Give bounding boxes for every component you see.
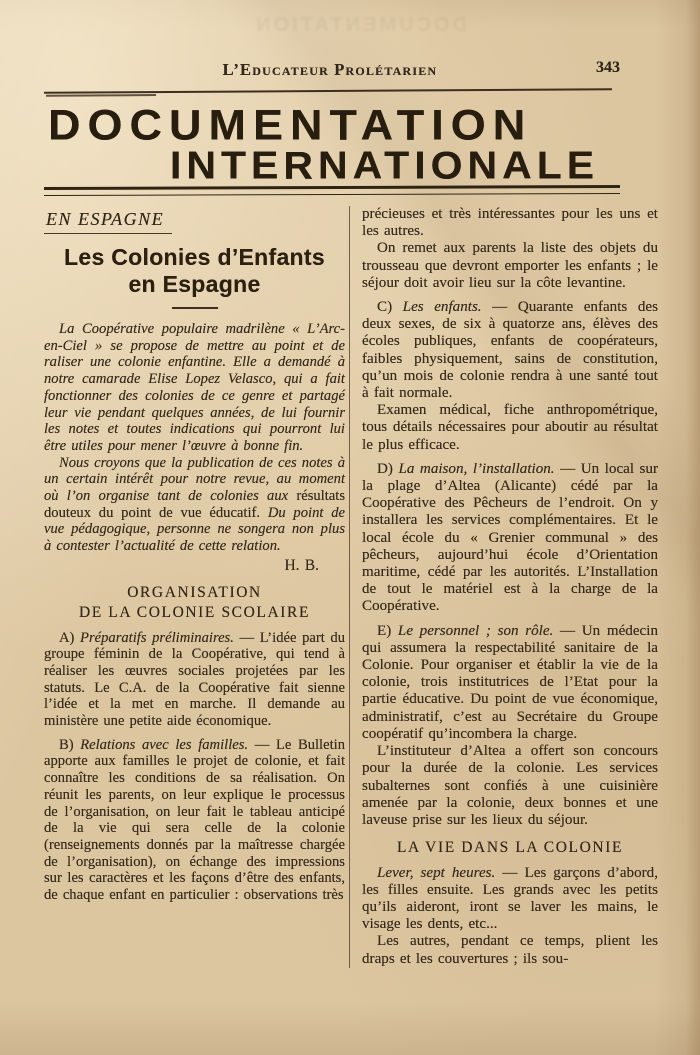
section-heading-line-1: ORGANISATION xyxy=(127,583,262,601)
section-heading-line-2: DE LA COLONIE SCOLAIRE xyxy=(78,604,311,622)
para-a-lead: Préparatifs préliminaires. xyxy=(80,629,234,646)
paragraph-lever xyxy=(362,865,658,934)
para-e-text: — Un médecin qui assumera la respectabilité sanitaire de la Colonie. Pour organiser et établir la vie de la colonie, trois institutrices de l’Etat pour la partie éducative. Du point de vue économique, administratif, c’est au Secrétaire du Groupe coopératif qu’incombera la charge. xyxy=(362,622,658,742)
journal-title: L’Educateur Prolétarien xyxy=(222,60,438,79)
paragraph-d xyxy=(362,461,658,616)
intro2-italic-1: Nous croyons que la publication de ces notes à un certain intérêt pour notre revue, au moment où l’on organise tant de colonies aux xyxy=(44,454,345,505)
intro-paragraph-2 xyxy=(44,455,345,555)
right-column xyxy=(350,206,658,968)
author-initials: H. B. xyxy=(284,556,319,574)
para-lever-lead: Lever, sept heures. xyxy=(377,864,496,881)
para-c-text: — Quarante enfants des deux sexes, de six à quatorze ans, élèves des écoles publiques, enfants de coopérateurs, faibles physiquement, sains de constitution, qu’un mois de colonie rendra à une santé tout à fait normale. xyxy=(362,299,658,402)
page-number: 343 xyxy=(596,59,620,76)
para-a-text: — L’idée part du groupe féminin de la Coopérative, qui tend à réaliser les œuvres sociales projetées par les statuts. Le C.A. de la Coopérative fait sienne l’idée et la met en marche. Il demande au ministère une petite aide économique. xyxy=(44,629,346,730)
para-d-text: — Un local sur la plage d’Altea (Alicante) cédé par la Coopérative des Pêcheurs de l’endroit. On y installera les services complémentaires. Et le local école du « Grenier communal » des pêcheurs, aujourd’hui école d’Orientation maritime, cédé par les autorités. L’Installation de tout le matériel est à la charge de la Coopérative. xyxy=(362,460,659,615)
para-e-label: E) xyxy=(377,622,398,639)
intro2-roman: résultats douteux du point de vue éducatif. xyxy=(44,488,345,521)
para-b-lead: Relations avec les familles. xyxy=(80,736,249,753)
instituteur-paragraph: L’instituteur d’Altea a offert son concours pour la durée de la colonie. Les services subalternes sont confiés à une cuisinière amenée par la colonie, deux bonnes et une laveuse prise sur les lieux du séjour. xyxy=(362,743,658,828)
vie-colonie-heading: LA VIE DANS LA COLONIE xyxy=(396,839,624,857)
para-b-text: — Le Bulletin apporte aux familles le projet de colonie, et fait connaître les conditions de sa réalisation. On réunit les parents, on leur explique le processus de l’organisation, on leur fait le tableau anticipé de la vie qui sera celle de la colonie (renseignements donnés par la maîtresse chargée de l’organisation), on échange des impressions sur les caractères et les façons d’être des enfants, de chaque enfant en particulier : observations très xyxy=(44,736,345,904)
masthead-double-rule xyxy=(44,185,620,196)
left-column xyxy=(44,206,345,968)
para-d-lead: La maison, l’installation. xyxy=(398,460,555,477)
intro2-italic-2: Du point de vue pédagogique, personne ne songera non plus à contester l’actualité de cette relation. xyxy=(44,504,345,555)
article-title-line-2: en Espagne xyxy=(128,271,261,297)
header-rule xyxy=(44,88,612,93)
masthead-line-2: INTERNATIONALE xyxy=(170,143,600,187)
paragraph-b xyxy=(44,737,345,904)
paragraph-a xyxy=(44,630,345,730)
masthead-line-1: DOCUMENTATION xyxy=(48,100,533,149)
trousseau-paragraph: On remet aux parents la liste des objets du trousseau que devront emporter les enfants ; le séjour doit avoir lieu sur la côte levantine. xyxy=(362,240,658,291)
title-rule xyxy=(172,307,218,309)
section-kicker: EN ESPAGNE xyxy=(44,208,172,234)
autres-paragraph: Les autres, pendant ce temps, plient les draps et les couvertures ; ils sou- xyxy=(362,933,658,967)
para-c-lead: Les enfants. xyxy=(402,299,482,316)
para-d-label: D) xyxy=(377,460,399,477)
para-c-label: C) xyxy=(377,299,403,316)
para-lever-text: — Les garçons d’abord, les filles ensuite. Les grands avec les petits qu’ils aideront, iront se laver les mains, le visage les dents, etc... xyxy=(362,864,658,933)
continuation-paragraph: précieuses et très intéressantes pour les uns et les autres. xyxy=(362,206,658,240)
examen-paragraph: Examen médical, fiche anthropométrique, tous détails nécessaires pour aboutir au résultat le plus efficace. xyxy=(362,402,658,453)
article-title-line-1: Les Colonies d’Enfants xyxy=(64,244,325,270)
kicker-wrap xyxy=(44,206,345,244)
para-b-label: B) xyxy=(59,736,81,753)
intro-paragraph-1: La Coopérative populaire madrilène « L’Arc-en-Ciel » se propose de mettre au point et de raliser une colonie enfantine. Elle a demandé à notre camarade Elise Lopez Velasco, qui a fait fonctionner des colonies de ce genre et partagé leur vie pendant quelques années, de lui fournir les notes et toutes indications qui pourront lui être utiles pour mener l’œuvre à bonne fin. xyxy=(44,321,345,454)
para-a-label: A) xyxy=(59,629,81,646)
paragraph-c xyxy=(362,299,658,402)
para-e-lead: Le personnel ; son rôle. xyxy=(397,622,554,639)
ink-bleed-ghost: DOCUMENTATION xyxy=(253,14,467,36)
two-column-body xyxy=(44,206,658,968)
paragraph-e xyxy=(362,623,658,743)
